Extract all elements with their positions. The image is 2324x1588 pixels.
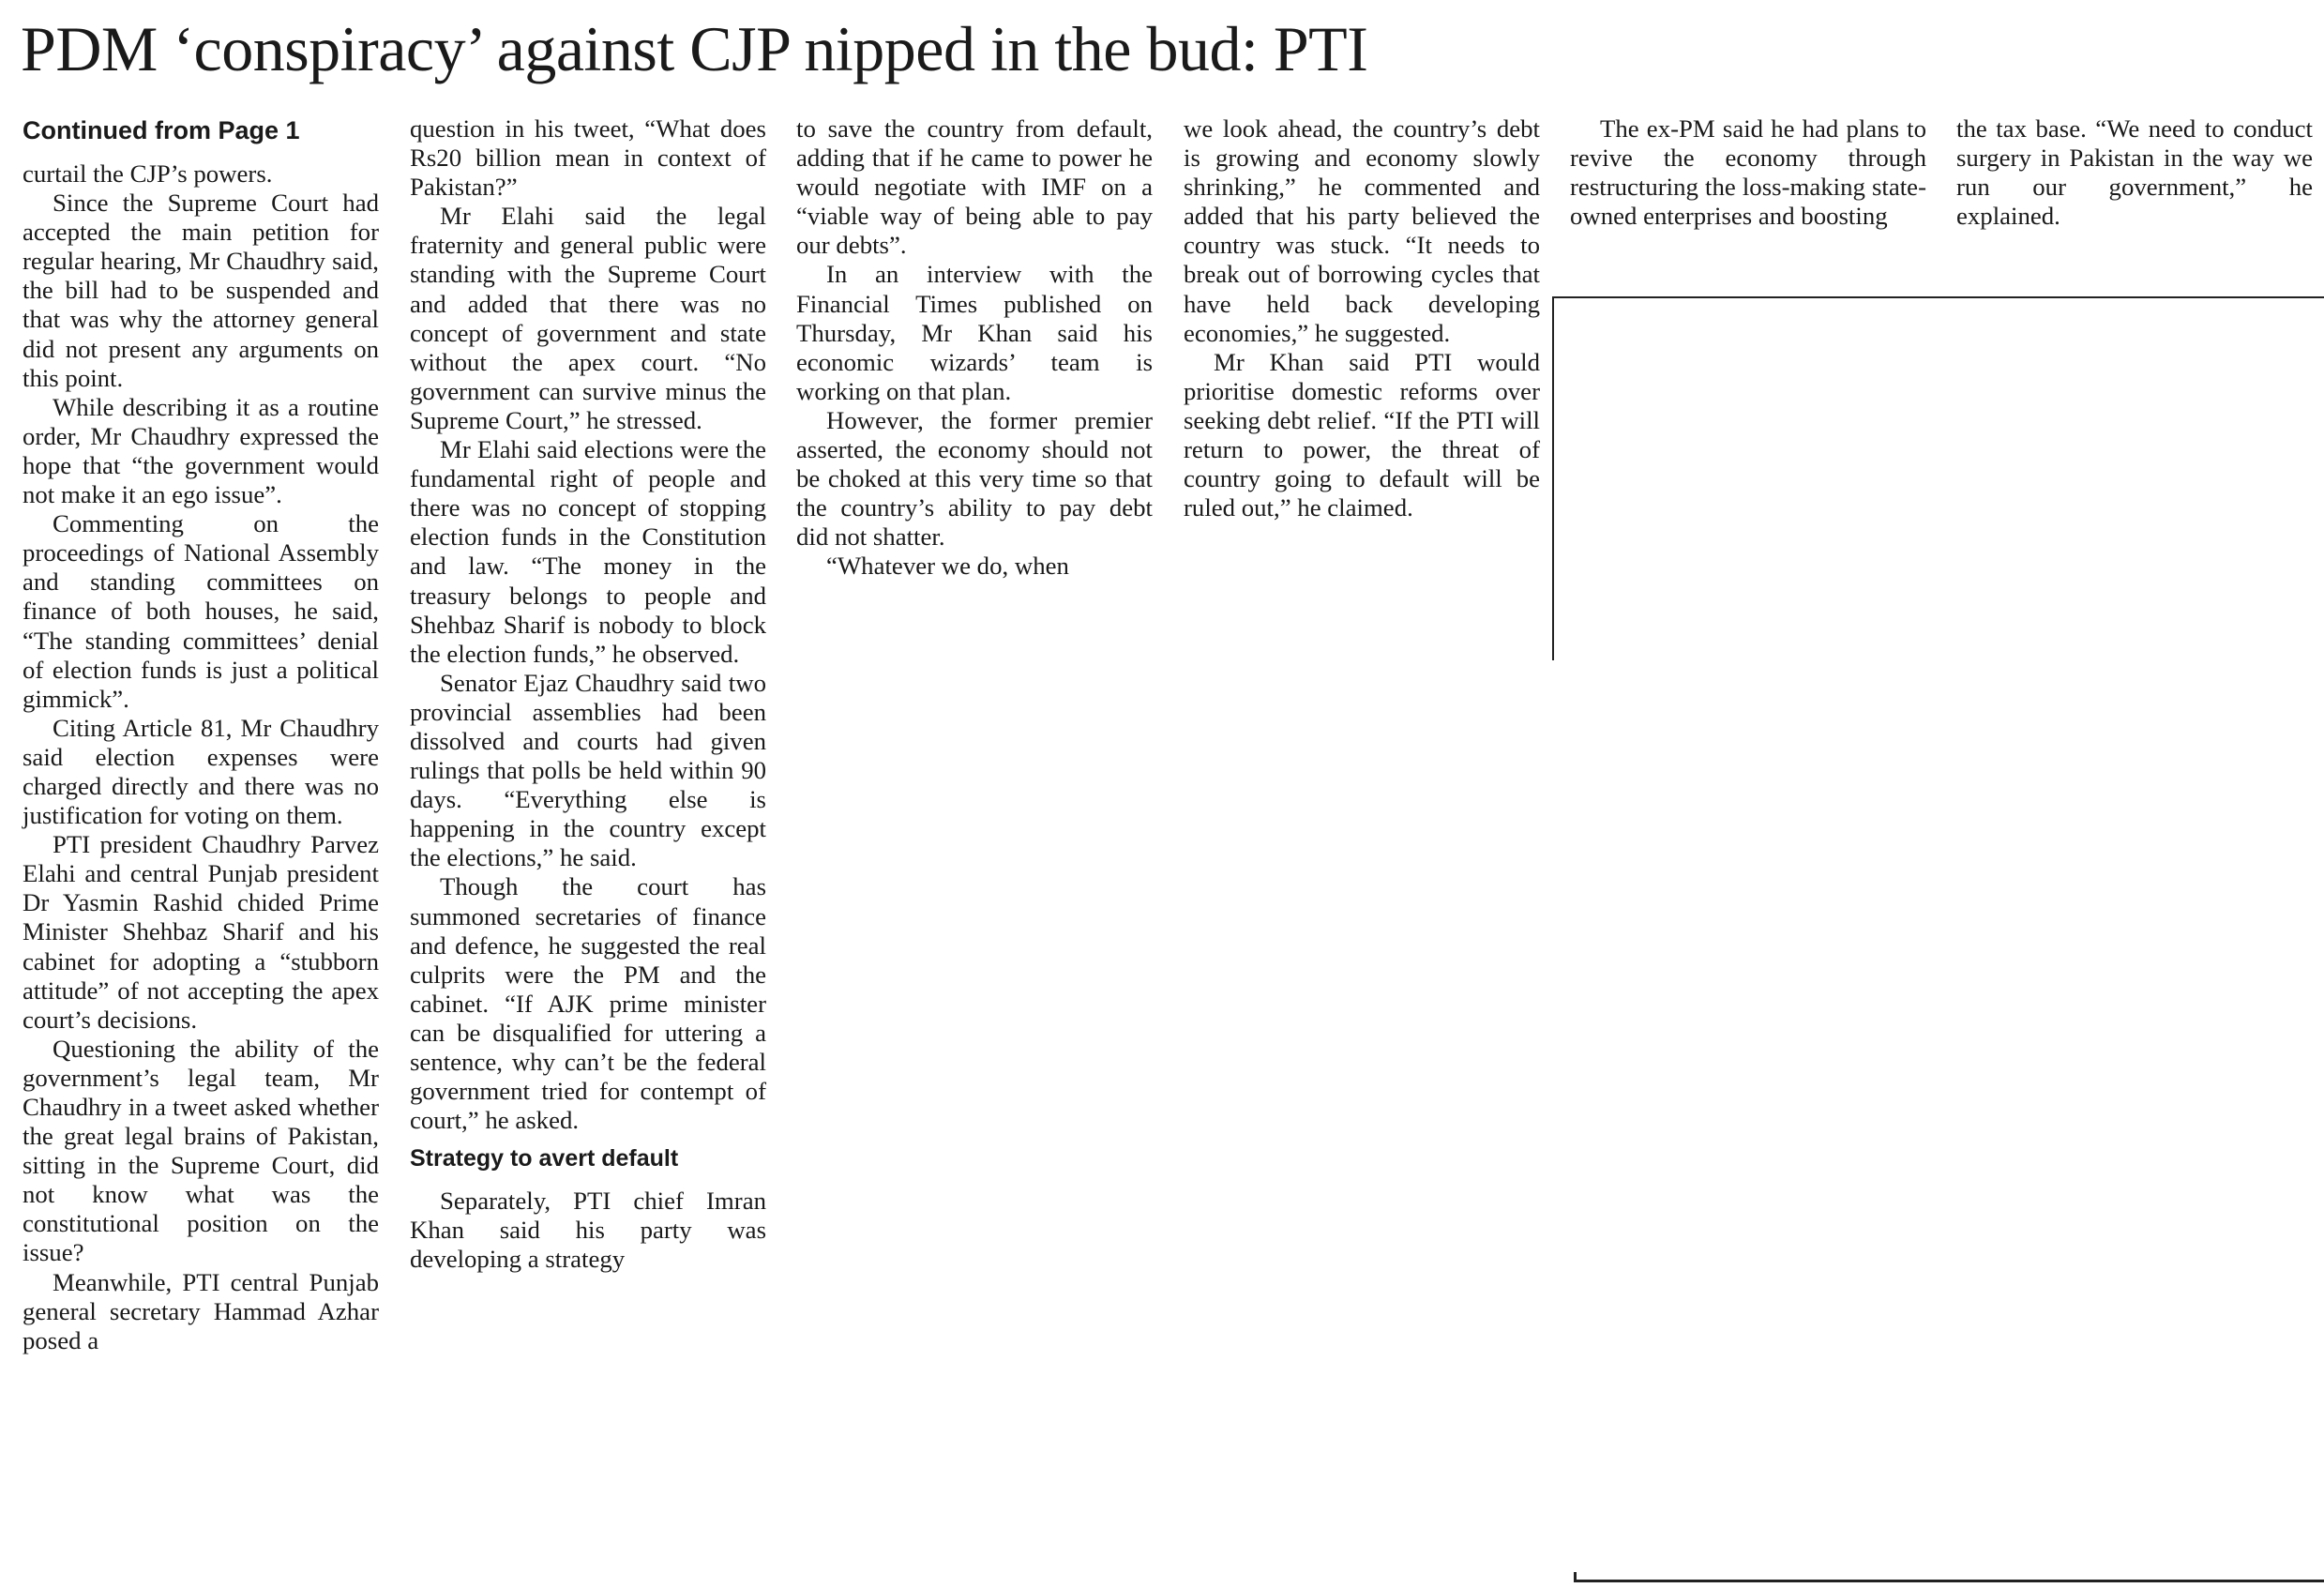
paragraph: Though the court has summoned secretaries of finance and defence, he suggested the real culprits were the PM and the cabinet. “If AJK prime minister can be disqualified for uttering a sentence, why can’t be the federal government tried for contempt of court,” he asked. bbox=[410, 872, 766, 1135]
paragraph: While describing it as a routine order, Mr Chaudhry expressed the hope that “the government would not make it an ego issue”. bbox=[23, 392, 379, 509]
article-column-5 bbox=[1570, 114, 1926, 231]
paragraph: In an interview with the Financial Times published on Thursday, Mr Khan said his economic wizards’ team is working on that plan. bbox=[796, 260, 1153, 405]
paragraph: PTI president Chaudhry Parvez Elahi and central Punjab president Dr Yasmin Rashid chided Prime Minister Shehbaz Sharif and his cabinet for adopting a “stubborn attitude” of not accepting the apex court’s decisions. bbox=[23, 830, 379, 1034]
paragraph: to save the country from default, adding that if he came to power he would negotiate with IMF on a “viable way of being able to pay our debts”. bbox=[796, 114, 1153, 260]
paragraph: However, the former premier asserted, the economy should not be choked at this very time so that the country’s ability to pay debt did not shatter. bbox=[796, 405, 1153, 552]
subheading-strategy: Strategy to avert default bbox=[410, 1145, 679, 1172]
blank-ad-box bbox=[1552, 296, 2324, 660]
paragraph: question in his tweet, “What does Rs20 billion mean in context of Pakistan?” bbox=[410, 114, 766, 202]
paragraph: Mr Khan said PTI would prioritise domestic reforms over seeking debt relief. “If the PTI will return to power, the threat of country going to default will be ruled out,” he claimed. bbox=[1184, 347, 1540, 522]
article-column-6 bbox=[1956, 114, 2313, 231]
continued-kicker: Continued from Page 1 bbox=[23, 116, 300, 144]
article-column-2 bbox=[410, 114, 766, 1275]
paragraph: Commenting on the proceedings of National Assembly and standing committees on finance of both houses, he said, “The standing committees’ denial of election funds is just a political gimmick”. bbox=[23, 509, 379, 713]
bottom-rule bbox=[1574, 1572, 2324, 1582]
paragraph: curtail the CJP’s powers. bbox=[23, 159, 273, 188]
paragraph: Questioning the ability of the government’s legal team, Mr Chaudhry in a tweet asked whether the great legal brains of Pakistan, sitting in the Supreme Court, did not know what was the constitutional position on the issue? bbox=[23, 1034, 379, 1267]
paragraph: Since the Supreme Court had accepted the main petition for regular hearing, Mr Chaudhry said, the bill had to be suspended and that was why the attorney general did not present any arguments on this point. bbox=[23, 189, 379, 392]
paragraph: Separately, PTI chief Imran Khan said his party was developing a strategy bbox=[410, 1187, 766, 1274]
paragraph: Meanwhile, PTI central Punjab general secretary Hammad Azhar posed a bbox=[23, 1267, 379, 1354]
article-column-3 bbox=[796, 114, 1153, 582]
headline: PDM ‘conspiracy’ against CJP nipped in the bud: PTI bbox=[21, 13, 1368, 84]
paragraph: Mr Elahi said elections were the fundamental right of people and there was no concept of stopping election funds in the Constitution and law. “The money in the treasury belongs to people and Shehbaz Sharif is nobody to block the election funds,” he observed. bbox=[410, 435, 766, 668]
paragraph: Mr Elahi said the legal fraternity and general public were standing with the Supreme Court and added that there was no concept of government and state without the apex court. “No government can survive minus the Supreme Court,” he stressed. bbox=[410, 202, 766, 434]
paragraph: Senator Ejaz Chaudhry said two provincial assemblies had been dissolved and courts had given rulings that polls be held within 90 days. “Everything else is happening in the country except the elections,” he said. bbox=[410, 668, 766, 872]
article-column-4 bbox=[1184, 114, 1540, 522]
paragraph: Citing Article 81, Mr Chaudhry said election expenses were charged directly and there was no justification for voting on them. bbox=[23, 713, 379, 830]
article-column-1 bbox=[23, 114, 379, 1355]
paragraph: we look ahead, the country’s debt is growing and economy slowly shrinking,” he commented and added that his party believed the country was stuck. “It needs to break out of borrowing cycles that have held back developing economies,” he suggested. bbox=[1184, 114, 1540, 347]
paragraph: “Whatever we do, when bbox=[826, 552, 1069, 581]
paragraph: the tax base. “We need to conduct surgery in Pakistan in the way we run our government,” he explained. bbox=[1956, 114, 2313, 231]
paragraph: The ex-PM said he had plans to revive the economy through restructuring the loss-making state-owned enterprises and boosting bbox=[1570, 114, 1926, 231]
